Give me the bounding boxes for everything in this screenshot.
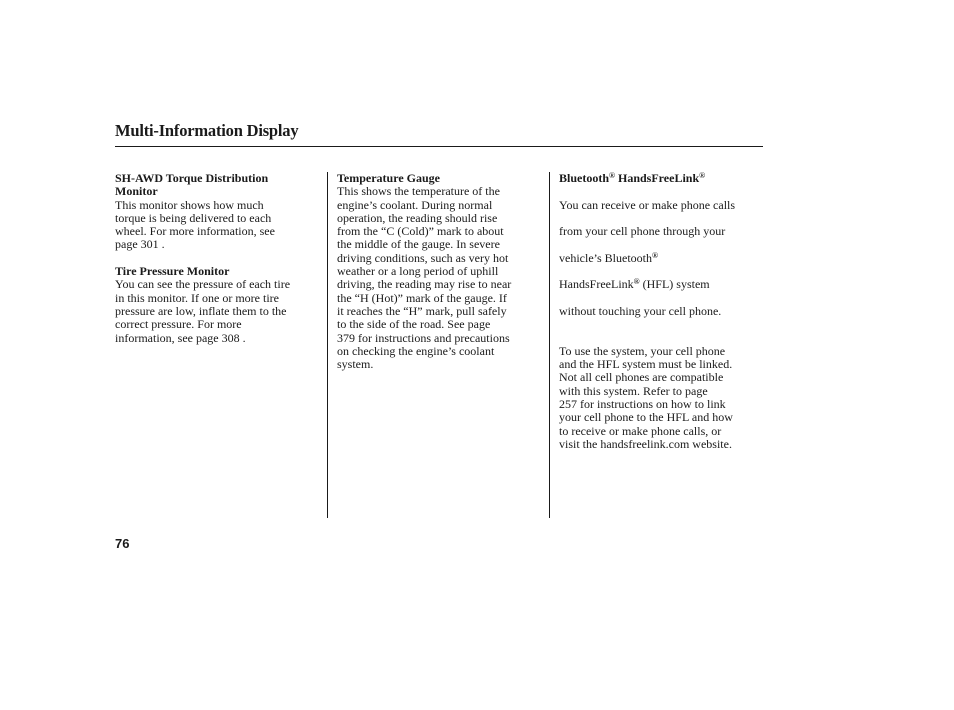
sh-awd-heading: SH-AWD Torque Distribution Monitor <box>115 171 269 199</box>
bluetooth-hfl-heading <box>559 172 763 185</box>
registered-mark: ® <box>609 171 615 180</box>
body-line-text: (HFL) system <box>639 277 710 292</box>
column-right <box>559 172 763 451</box>
title-divider <box>115 146 763 147</box>
hfl-heading-text: HandsFreeLink <box>615 171 700 185</box>
temperature-gauge-body: This shows the temperature of the engine’s coolant. During normal operation, the reading should rise from the “C (Cold)” mark to about the middle of the gauge. In severe driving conditions, such as very hot weather or a long period of uphill driving, the reading may rise to near the “H (Hot)” mark of the gauge. If it reaches the “H” mark, pull safely to the side of the road. See page 379 for instructions and precautions on checking the engine’s coolant system. <box>337 184 512 372</box>
body-line: without touching your cell phone. <box>559 303 722 318</box>
column-divider-left <box>327 172 328 518</box>
tire-pressure-body: You can see the pressure of each tire in this monitor. If one or more tire pressure are low, inflate them to the correct pressure. For more information, see page 308 . <box>115 277 291 345</box>
hfl-linking-body: To use the system, your cell phone and the HFL system must be linked. Not all cell phones are compatible with this system. Refer to page 257 for instructions on how to link your cell phone to the HFL and how to receive or make phone calls, or visit the handsfreelink.com website. <box>559 343 733 451</box>
bluetooth-hfl-body <box>559 185 763 331</box>
body-line <box>559 278 763 291</box>
registered-mark: ® <box>651 250 658 260</box>
column-left <box>115 172 323 345</box>
page-title: Multi-Information Display <box>115 121 299 140</box>
body-line-text: vehicle’s Bluetooth <box>559 250 652 265</box>
temperature-gauge-heading: Temperature Gauge <box>337 171 440 185</box>
registered-mark: ® <box>633 277 640 287</box>
body-line: from your cell phone through your <box>559 224 726 239</box>
tire-pressure-heading: Tire Pressure Monitor <box>115 264 230 279</box>
body-line: You can receive or make phone calls <box>559 197 736 212</box>
sh-awd-body: This monitor shows how much torque is being delivered to each wheel. For more information, see page 301 . <box>115 197 275 252</box>
bluetooth-heading-text: Bluetooth <box>559 171 610 185</box>
column-divider-right <box>549 172 550 518</box>
paragraph-spacer <box>115 252 323 265</box>
body-line-text: HandsFreeLink <box>559 277 634 292</box>
paragraph-spacer <box>559 332 763 345</box>
body-line <box>559 252 763 265</box>
page-number: 76 <box>115 536 130 551</box>
column-middle <box>337 172 541 371</box>
registered-mark: ® <box>699 171 706 180</box>
